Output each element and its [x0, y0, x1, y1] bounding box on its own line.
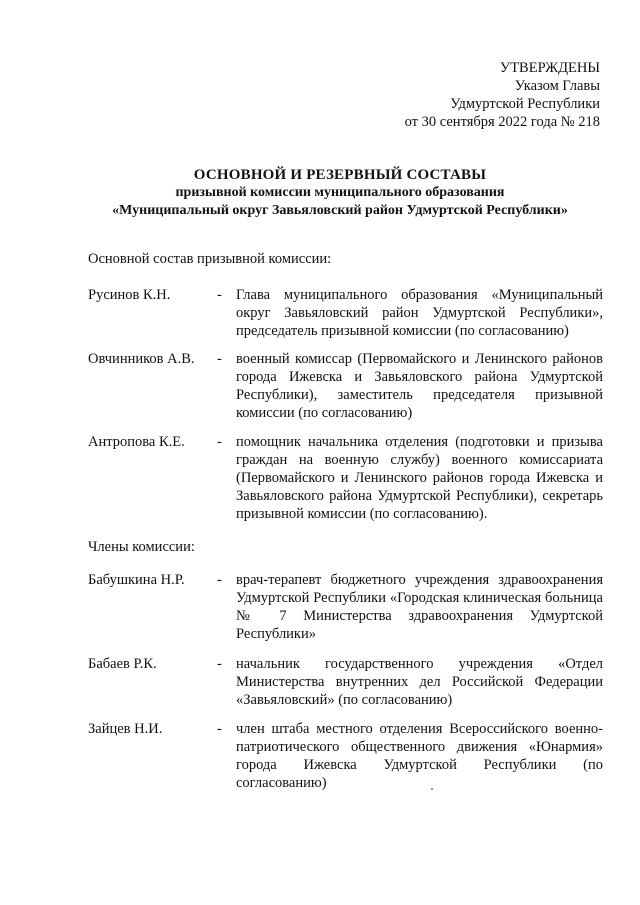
- member-role: член штаба местного отделения Всероссийского военно-патриотического общественного движения «Юнармия» города Ижевска Удмуртской Республики (по согласованию): [236, 721, 603, 791]
- member-name: Бабаев Р.К.: [88, 656, 157, 672]
- member-role: помощник начальника отделения (подготовки и призыва граждан на военную службу) военного комиссариата (Первомайского и Ленинского районов города Ижевска и Завьяловского района Удмуртской Республики), секретарь призывной комиссии (по согласованию).: [236, 434, 603, 522]
- member-dash: -: [217, 351, 222, 367]
- title-subtitle: призывной комиссии муниципального образования: [175, 185, 505, 200]
- approval-date: от 30 сентября 2022 года № 218: [404, 114, 600, 130]
- members-section-label: Члены комиссии:: [88, 539, 195, 555]
- member-dash: -: [217, 572, 222, 588]
- approval-heading: УТВЕРЖДЕНЫ: [499, 60, 600, 76]
- member-dash: -: [217, 287, 222, 303]
- main-section-label: Основной состав призывной комиссии:: [88, 251, 332, 267]
- member-dash: -: [217, 434, 222, 450]
- document-title: [60, 166, 620, 220]
- member-name: Зайцев Н.И.: [88, 721, 163, 737]
- title-municipality: «Муниципальный округ Завьяловский район Удмуртской Республики»: [112, 203, 568, 218]
- member-role: врач-терапевт бюджетного учреждения здравоохранения Удмуртской Республики «Городская клиническая больница № 7 Министерства здравоохранения Удмуртской Республики»: [236, 572, 603, 642]
- approval-decree: Указом Главы: [514, 78, 600, 94]
- scan-speck: [431, 788, 433, 790]
- member-dash: -: [217, 721, 222, 737]
- title-main: ОСНОВНОЙ И РЕЗЕРВНЫЙ СОСТАВЫ: [193, 167, 487, 183]
- member-name: Овчинников А.В.: [88, 351, 195, 367]
- approval-region: Удмуртской Республики: [450, 96, 600, 112]
- member-role: Глава муниципального образования «Муниципальный округ Завьяловский район Удмуртской Республики», председатель призывной комиссии (по согласованию): [236, 287, 603, 339]
- approval-stamp: [340, 59, 600, 131]
- member-name: Антропова К.Е.: [88, 434, 185, 450]
- member-name: Русинов К.Н.: [88, 287, 171, 303]
- member-role: начальник государственного учреждения «Отдел Министерства внутренних дел Российской Федерации «Завьяловский» (по согласованию): [236, 656, 603, 708]
- member-dash: -: [217, 656, 222, 672]
- member-name: Бабушкина Н.Р.: [88, 572, 185, 588]
- member-role: военный комиссар (Первомайского и Ленинского районов города Ижевска и Завьяловского района Удмуртской Республики), заместитель председателя призывной комиссии (по согласованию): [236, 351, 603, 421]
